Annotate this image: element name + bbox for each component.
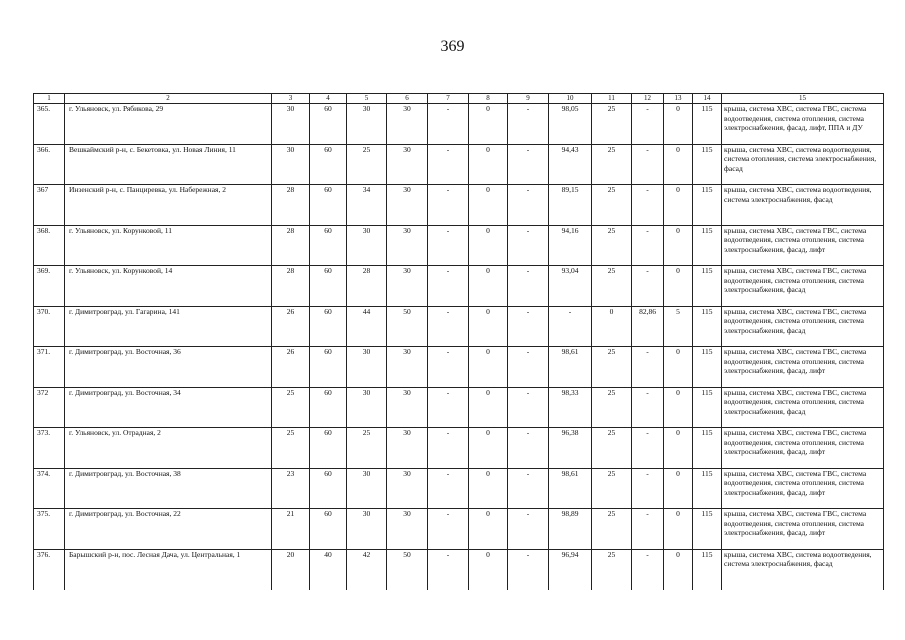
cell: 60 (310, 428, 347, 469)
works-list: крыша, система ХВС, система водоотведения, система отопления, система электроснабжения, фасад (722, 144, 884, 185)
address: г. Димитровград, ул. Восточная, 34 (65, 387, 272, 428)
row-number: 366. (34, 144, 65, 185)
works-list: крыша, система ХВС, система ГВС, система водоотведения, система отопления, система электроснабжения, фасад, лифт (722, 509, 884, 550)
cell: 82,86 (632, 306, 664, 347)
cell: - (428, 428, 469, 469)
cell: 30 (347, 468, 387, 509)
cell: 0 (469, 306, 508, 347)
cell: - (632, 428, 664, 469)
cell: 25 (592, 185, 632, 226)
row-number: 374. (34, 468, 65, 509)
cell: 0 (664, 347, 693, 388)
cell: 25 (592, 225, 632, 266)
column-header: 13 (664, 94, 693, 104)
row-number: 372 (34, 387, 65, 428)
table-row (34, 347, 884, 388)
cell: 0 (664, 185, 693, 226)
cell: 50 (387, 549, 428, 590)
column-header: 4 (310, 94, 347, 104)
cell: 50 (387, 306, 428, 347)
cell: 30 (272, 144, 310, 185)
cell: 98,05 (549, 104, 592, 145)
cell: - (428, 509, 469, 550)
cell: 25 (592, 549, 632, 590)
cell: - (508, 347, 549, 388)
header-row (34, 94, 884, 104)
cell: 98,61 (549, 468, 592, 509)
cell: - (428, 549, 469, 590)
table-row (34, 306, 884, 347)
cell: 25 (592, 347, 632, 388)
row-number: 368. (34, 225, 65, 266)
column-header: 14 (693, 94, 722, 104)
cell: - (428, 266, 469, 307)
cell: - (632, 185, 664, 226)
cell: 23 (272, 468, 310, 509)
cell: 60 (310, 306, 347, 347)
cell: 60 (310, 144, 347, 185)
works-list: крыша, система ХВС, система ГВС, система водоотведения, система отопления, система электроснабжения, фасад (722, 387, 884, 428)
cell: - (508, 266, 549, 307)
cell: 115 (693, 306, 722, 347)
cell: 30 (347, 225, 387, 266)
cell: - (508, 104, 549, 145)
cell: - (632, 266, 664, 307)
cell: 89,15 (549, 185, 592, 226)
cell: 0 (664, 549, 693, 590)
cell: 25 (347, 428, 387, 469)
address: Барышский р-н, пос. Лесная Дача, ул. Центральная, 1 (65, 549, 272, 590)
cell: - (508, 509, 549, 550)
cell: 96,38 (549, 428, 592, 469)
row-number: 376. (34, 549, 65, 590)
row-number: 375. (34, 509, 65, 550)
cell: 30 (387, 387, 428, 428)
cell: 25 (272, 428, 310, 469)
row-number: 367 (34, 185, 65, 226)
cell: 96,94 (549, 549, 592, 590)
address: г. Димитровград, ул. Восточная, 22 (65, 509, 272, 550)
cell: 60 (310, 347, 347, 388)
table-row (34, 144, 884, 185)
cell: 60 (310, 185, 347, 226)
cell: 0 (469, 387, 508, 428)
works-list: крыша, система ХВС, система водоотведения, система электроснабжения, фасад (722, 549, 884, 590)
cell: - (632, 509, 664, 550)
table-row (34, 185, 884, 226)
table-row (34, 225, 884, 266)
cell: - (508, 185, 549, 226)
cell: 30 (347, 104, 387, 145)
cell: - (508, 387, 549, 428)
cell: 115 (693, 347, 722, 388)
data-table (33, 93, 884, 590)
cell: 30 (387, 185, 428, 226)
cell: 115 (693, 225, 722, 266)
cell: 5 (664, 306, 693, 347)
cell: 0 (469, 185, 508, 226)
cell: 115 (693, 266, 722, 307)
cell: 0 (469, 144, 508, 185)
column-header: 8 (469, 94, 508, 104)
cell: 0 (664, 104, 693, 145)
cell: 25 (592, 387, 632, 428)
address: г. Ульяновск, ул. Корунковой, 14 (65, 266, 272, 307)
cell: 26 (272, 306, 310, 347)
cell: 25 (592, 509, 632, 550)
row-number: 373. (34, 428, 65, 469)
cell: - (508, 306, 549, 347)
cell: 60 (310, 509, 347, 550)
cell: 98,61 (549, 347, 592, 388)
cell: 28 (272, 266, 310, 307)
cell: 0 (469, 104, 508, 145)
cell: - (428, 144, 469, 185)
cell: 30 (387, 347, 428, 388)
column-header: 1 (34, 94, 65, 104)
column-header: 2 (65, 94, 272, 104)
cell: 93,04 (549, 266, 592, 307)
cell: 98,89 (549, 509, 592, 550)
table-row (34, 428, 884, 469)
cell: 28 (272, 185, 310, 226)
works-list: крыша, система ХВС, система ГВС, система водоотведения, система отопления, система электроснабжения, фасад, лифт, ППА и ДУ (722, 104, 884, 145)
cell: 30 (387, 428, 428, 469)
cell: 30 (347, 347, 387, 388)
address: г. Ульяновск, ул. Корунковой, 11 (65, 225, 272, 266)
cell: 30 (387, 468, 428, 509)
table-row (34, 468, 884, 509)
cell: 30 (347, 387, 387, 428)
cell: - (508, 549, 549, 590)
cell: - (428, 185, 469, 226)
cell: 0 (469, 468, 508, 509)
cell: - (508, 225, 549, 266)
cell: 20 (272, 549, 310, 590)
cell: 115 (693, 468, 722, 509)
cell: 44 (347, 306, 387, 347)
cell: 0 (469, 428, 508, 469)
cell: - (508, 428, 549, 469)
row-number: 370. (34, 306, 65, 347)
column-header: 15 (722, 94, 884, 104)
column-header: 10 (549, 94, 592, 104)
cell: 25 (592, 468, 632, 509)
cell: 25 (592, 144, 632, 185)
cell: 30 (387, 266, 428, 307)
address: г. Димитровград, ул. Восточная, 36 (65, 347, 272, 388)
cell: 0 (664, 509, 693, 550)
cell: 60 (310, 225, 347, 266)
cell: - (508, 144, 549, 185)
table-row (34, 509, 884, 550)
cell: - (632, 468, 664, 509)
cell: 0 (469, 266, 508, 307)
cell: 60 (310, 104, 347, 145)
cell: 30 (387, 144, 428, 185)
cell: 60 (310, 468, 347, 509)
cell: 0 (664, 387, 693, 428)
cell: - (632, 104, 664, 145)
works-list: крыша, система ХВС, система ГВС, система водоотведения, система отопления, система электроснабжения, фасад, лифт (722, 468, 884, 509)
cell: - (549, 306, 592, 347)
cell: 0 (664, 468, 693, 509)
works-list: крыша, система ХВС, система водоотведения, система электроснабжения, фасад (722, 185, 884, 226)
works-list: крыша, система ХВС, система ГВС, система водоотведения, система отопления, система электроснабжения, фасад, лифт (722, 347, 884, 388)
cell: 115 (693, 509, 722, 550)
cell: 25 (347, 144, 387, 185)
cell: 25 (592, 266, 632, 307)
table-row (34, 387, 884, 428)
cell: - (632, 347, 664, 388)
cell: - (428, 387, 469, 428)
column-header: 6 (387, 94, 428, 104)
address: г. Ульяновск, ул. Рябикова, 29 (65, 104, 272, 145)
cell: 115 (693, 549, 722, 590)
cell: 0 (469, 549, 508, 590)
cell: 26 (272, 347, 310, 388)
address: г. Димитровград, ул. Гагарина, 141 (65, 306, 272, 347)
address: г. Ульяновск, ул. Отрадная, 2 (65, 428, 272, 469)
cell: - (632, 144, 664, 185)
cell: 0 (592, 306, 632, 347)
cell: 0 (469, 347, 508, 388)
cell: 0 (664, 144, 693, 185)
cell: - (632, 225, 664, 266)
cell: 28 (272, 225, 310, 266)
cell: - (508, 468, 549, 509)
page-number: 369 (440, 38, 465, 55)
works-list: крыша, система ХВС, система ГВС, система водоотведения, система отопления, система электроснабжения, фасад (722, 306, 884, 347)
cell: - (428, 347, 469, 388)
cell: 30 (387, 225, 428, 266)
column-header: 3 (272, 94, 310, 104)
address: Вешкаймский р-н, с. Бекетовка, ул. Новая Линия, 11 (65, 144, 272, 185)
cell: 94,43 (549, 144, 592, 185)
row-number: 371. (34, 347, 65, 388)
cell: 25 (592, 104, 632, 145)
column-header: 9 (508, 94, 549, 104)
cell: 34 (347, 185, 387, 226)
cell: 60 (310, 387, 347, 428)
cell: 0 (664, 266, 693, 307)
address: Инзенский р-н, с. Панциревка, ул. Набережная, 2 (65, 185, 272, 226)
table-row (34, 549, 884, 590)
table-row (34, 266, 884, 307)
row-number: 365. (34, 104, 65, 145)
cell: 60 (310, 266, 347, 307)
cell: 25 (592, 428, 632, 469)
address: г. Димитровград, ул. Восточная, 38 (65, 468, 272, 509)
cell: 40 (310, 549, 347, 590)
cell: - (632, 549, 664, 590)
column-header: 12 (632, 94, 664, 104)
cell: 115 (693, 428, 722, 469)
column-header: 7 (428, 94, 469, 104)
cell: 115 (693, 104, 722, 145)
cell: 30 (387, 104, 428, 145)
cell: 0 (469, 225, 508, 266)
cell: 25 (272, 387, 310, 428)
table-row (34, 104, 884, 145)
cell: - (428, 306, 469, 347)
column-header: 11 (592, 94, 632, 104)
cell: - (428, 225, 469, 266)
works-list: крыша, система ХВС, система ГВС, система водоотведения, система отопления, система электроснабжения, фасад, лифт (722, 428, 884, 469)
cell: 30 (272, 104, 310, 145)
cell: - (428, 468, 469, 509)
cell: - (428, 104, 469, 145)
cell: 115 (693, 144, 722, 185)
cell: 98,33 (549, 387, 592, 428)
cell: 21 (272, 509, 310, 550)
cell: 28 (347, 266, 387, 307)
cell: 30 (347, 509, 387, 550)
works-list: крыша, система ХВС, система ГВС, система водоотведения, система отопления, система электроснабжения, фасад (722, 266, 884, 307)
cell: 0 (469, 509, 508, 550)
cell: 0 (664, 428, 693, 469)
cell: 115 (693, 185, 722, 226)
cell: - (632, 387, 664, 428)
cell: 30 (387, 509, 428, 550)
cell: 115 (693, 387, 722, 428)
column-header: 5 (347, 94, 387, 104)
cell: 42 (347, 549, 387, 590)
row-number: 369. (34, 266, 65, 307)
cell: 94,16 (549, 225, 592, 266)
cell: 0 (664, 225, 693, 266)
works-list: крыша, система ХВС, система ГВС, система водоотведения, система отопления, система электроснабжения, фасад, лифт (722, 225, 884, 266)
